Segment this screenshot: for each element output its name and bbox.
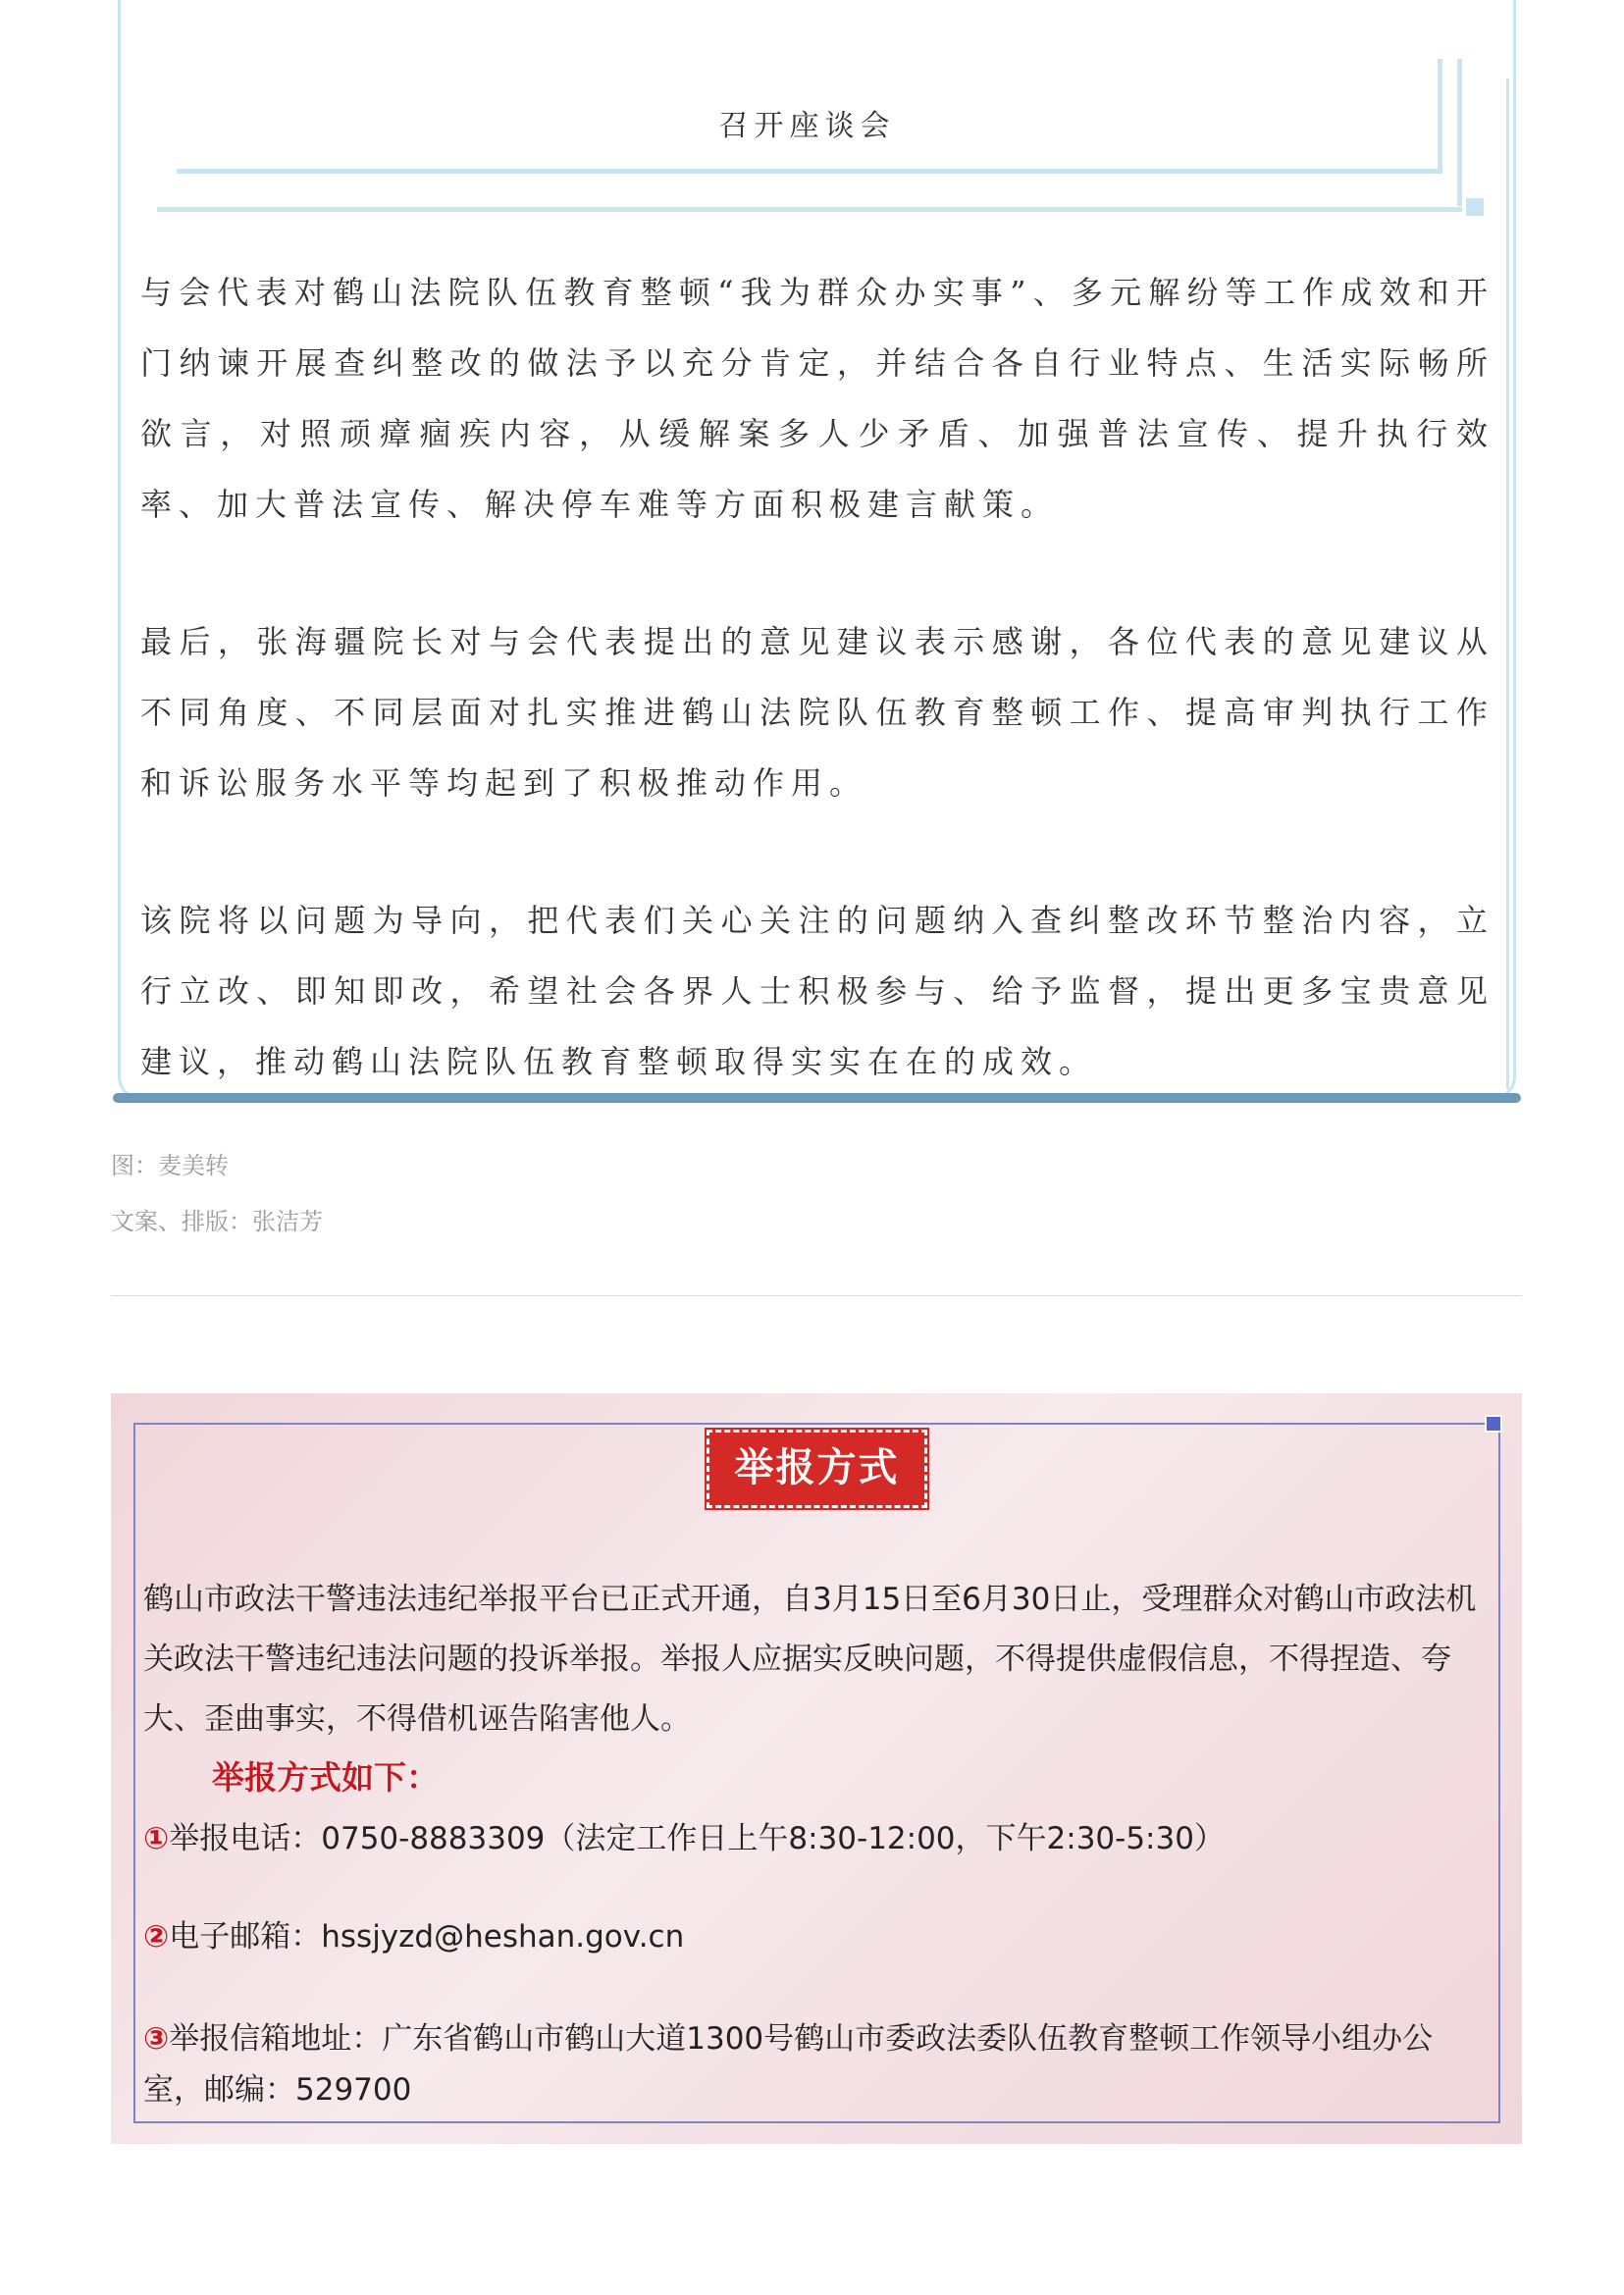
item-number: ② — [143, 1919, 170, 1955]
frame-corner-square — [1485, 1415, 1502, 1433]
article-paragraph-1: 与会代表对鹤山法院队伍教育整顿“我为群众办实事”、多元解纷等工作成效和开门纳谏开展查纠整改的做法予以充分肯定，并结合各自行业特点、生活实际畅所欲言，对照顽瘴痼疾内容，从缓解案多人少矛盾、加强普法宣传、提升执行效率、加大普法宣传、解决停车难等方面积极建言献策。 — [140, 274, 1494, 523]
image-caption: 召开座谈会 — [718, 109, 896, 143]
item-text: 举报电话：0750-8883309（法定工作日上午8:30-12:00，下午2:30-5:30） — [169, 1821, 1225, 1856]
report-item-phone — [143, 1813, 1493, 1864]
report-item-mailbox — [143, 2013, 1493, 2115]
article-paragraph-3: 该院将以问题为导向，把代表们关心关注的问题纳入查纠整改环节整治内容，立行立改、即知即改，希望社会各界人士积极参与、给予监督，提出更多宝贵意见建议，推动鹤山法院队伍教育整顿取得实实在在的成效。 — [140, 902, 1494, 1080]
card-bottom-bar — [113, 1093, 1521, 1103]
card-decor-line — [1506, 78, 1509, 1089]
article-paragraph-2: 最后，张海疆院长对与会代表提出的意见建议表示感谢，各位代表的意见建议从不同角度、不同层面对扎实推进鹤山法院队伍教育整顿工作、提高审判执行工作和诉讼服务水平等均起到了积极推动作用。 — [140, 623, 1494, 802]
article-body — [140, 257, 1494, 1164]
report-title: 举报方式 — [707, 1430, 927, 1508]
divider — [111, 1295, 1522, 1296]
photo-credit: 图：麦美转 — [111, 1152, 229, 1179]
item-text[interactable]: 电子邮箱：hssjyzd@heshan.gov.cn — [169, 1919, 685, 1955]
report-subtitle: 举报方式如下： — [212, 1758, 439, 1797]
item-number: ① — [143, 1821, 170, 1856]
item-number: ③ — [143, 2021, 170, 2057]
report-description: 鹤山市政法干警违法违纪举报平台已正式开通，自3月15日至6月30日止，受理群众对鹤山市政法机关政法干警违纪违法问题的投诉举报。举报人应据实反映问题，不得提供虚假信息，不得捏造、夸大、歪曲事实，不得借机诬告陷害他人。 — [143, 1582, 1477, 1737]
item-text: 举报信箱地址：广东省鹤山市鹤山大道1300号鹤山市委政法委队伍教育整顿工作领导小组办公室，邮编：529700 — [143, 2021, 1434, 2108]
report-item-email — [143, 1911, 1493, 1962]
editor-credit: 文案、排版：张洁芳 — [111, 1208, 323, 1235]
caption-decor-square — [1466, 198, 1484, 216]
caption-decor-line — [157, 207, 1462, 212]
